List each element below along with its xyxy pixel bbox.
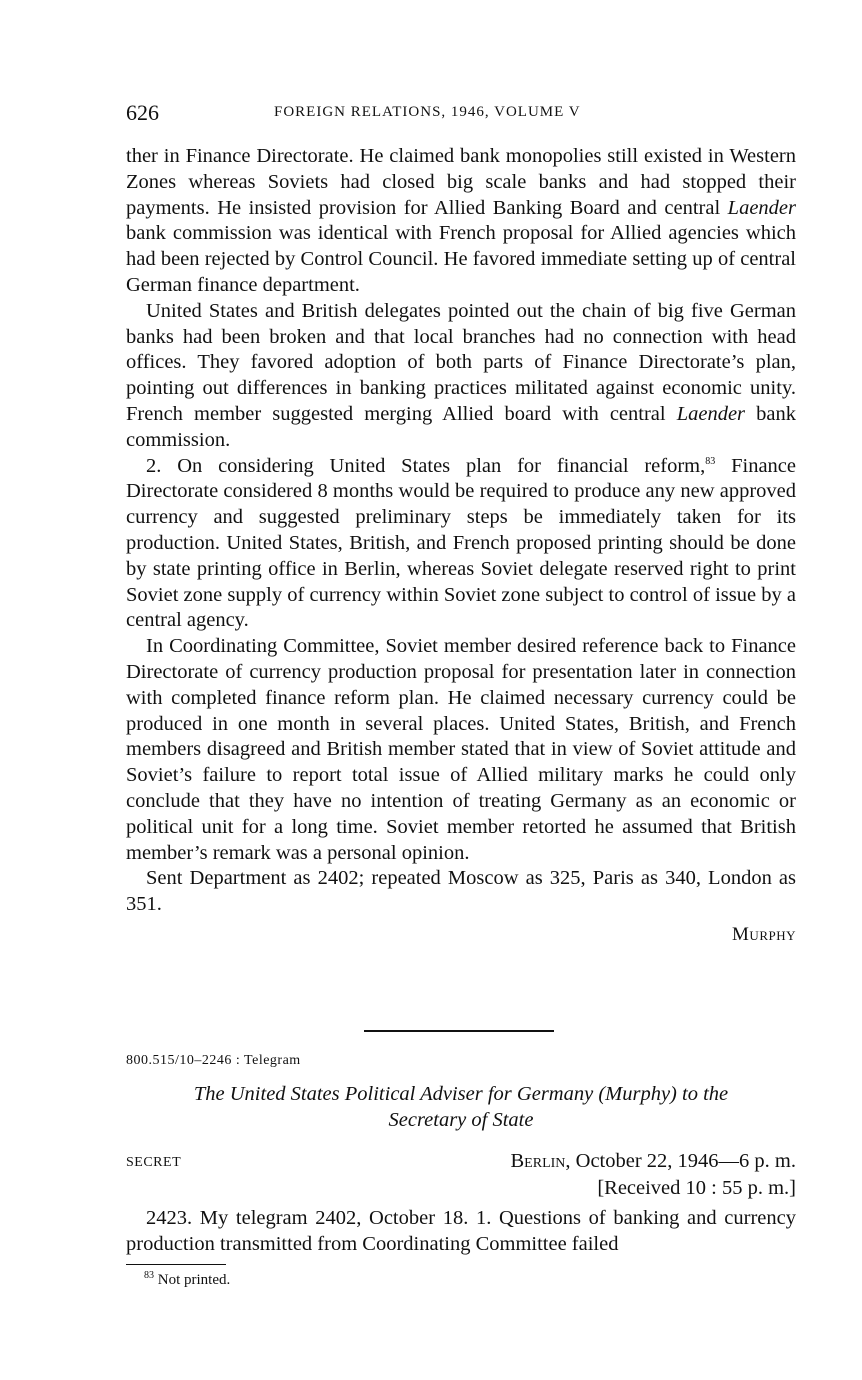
body-text: [126, 144, 796, 948]
footnote-divider: [126, 1264, 226, 1265]
page-number: 626: [126, 100, 159, 125]
footnote-marker: 83: [144, 1270, 154, 1281]
telegram-text: 2423. My telegram 2402, October 18. 1. Questions of banking and currency production transmitted from Coordinating Committee failed: [126, 1207, 796, 1255]
date: , October 22, 1946—6 p. m.: [565, 1150, 796, 1172]
received-time: [Received 10 : 55 p. m.]: [597, 1177, 796, 1199]
document-title: The United States Political Adviser for Germany (Murphy) to the Secretary of State: [193, 1083, 729, 1131]
page-header: [126, 100, 796, 130]
signature: Murphy: [732, 923, 796, 945]
paragraph-4: In Coordinating Committee, Soviet member desired reference back to Finance Directorate of currency production proposal for presentation later in connection with completed finance reform plan. He claimed necessary currency could be produced in one month in several places. United States, British, and French members disagreed and British member stated that in view of Soviet attitude and Soviet’s failure to report total issue of Allied military marks he could only conclude that they have no intention of treating Germany as an economic or political unit for a long time. Soviet member retorted he assumed that British member’s remark was a personal opinion.: [126, 635, 796, 864]
paragraph-3: 2. On considering United States plan for financial reform,$^{83}$ Finance Directorate considered 8 months would be required to produce any new approved currency and suggested preliminary steps be immediately taken for its production. United States, British, and French proposed printing should be done by state printing office in Berlin, whereas Soviet delegate reserved right to print Soviet zone supply of currency within Soviet zone subject to control of issue by a central agency.: [126, 454, 796, 632]
paragraph-1: ther in Finance Directorate. He claimed bank monopolies still existed in Western Zones whereas Soviets had closed big scale banks and had stopped their payments. He insisted provision for Allied Banking Board and central Laender bank commission was identical with French proposal for Allied agencies which had been rejected by Control Council. He favored immediate setting up of central German finance department.: [126, 145, 796, 296]
section-divider: [364, 1030, 554, 1032]
running-head: FOREIGN RELATIONS, 1946, VOLUME V: [274, 104, 581, 120]
footnote-ref: 83: [705, 455, 716, 467]
classification: SECRET: [126, 1155, 182, 1170]
paragraph-2: United States and British delegates pointed out the chain of big five German banks had been broken and that local branches had no connection with head offices. They favored adoption of both parts of Finance Directorate’s plan, pointing out differences in banking practices militated against economic unity. French member suggested merging Allied board with central Laender bank commission.: [126, 299, 796, 451]
dateline: [126, 1148, 796, 1202]
footnote: $^{83}$ Not printed.: [144, 1270, 231, 1288]
document-reference: 800.515/10–2246 : Telegram: [126, 1053, 301, 1068]
paragraph-5: Sent Department as 2402; repeated Moscow as 325, Paris as 340, London as 351.: [126, 867, 796, 916]
place: Berlin: [510, 1150, 566, 1172]
